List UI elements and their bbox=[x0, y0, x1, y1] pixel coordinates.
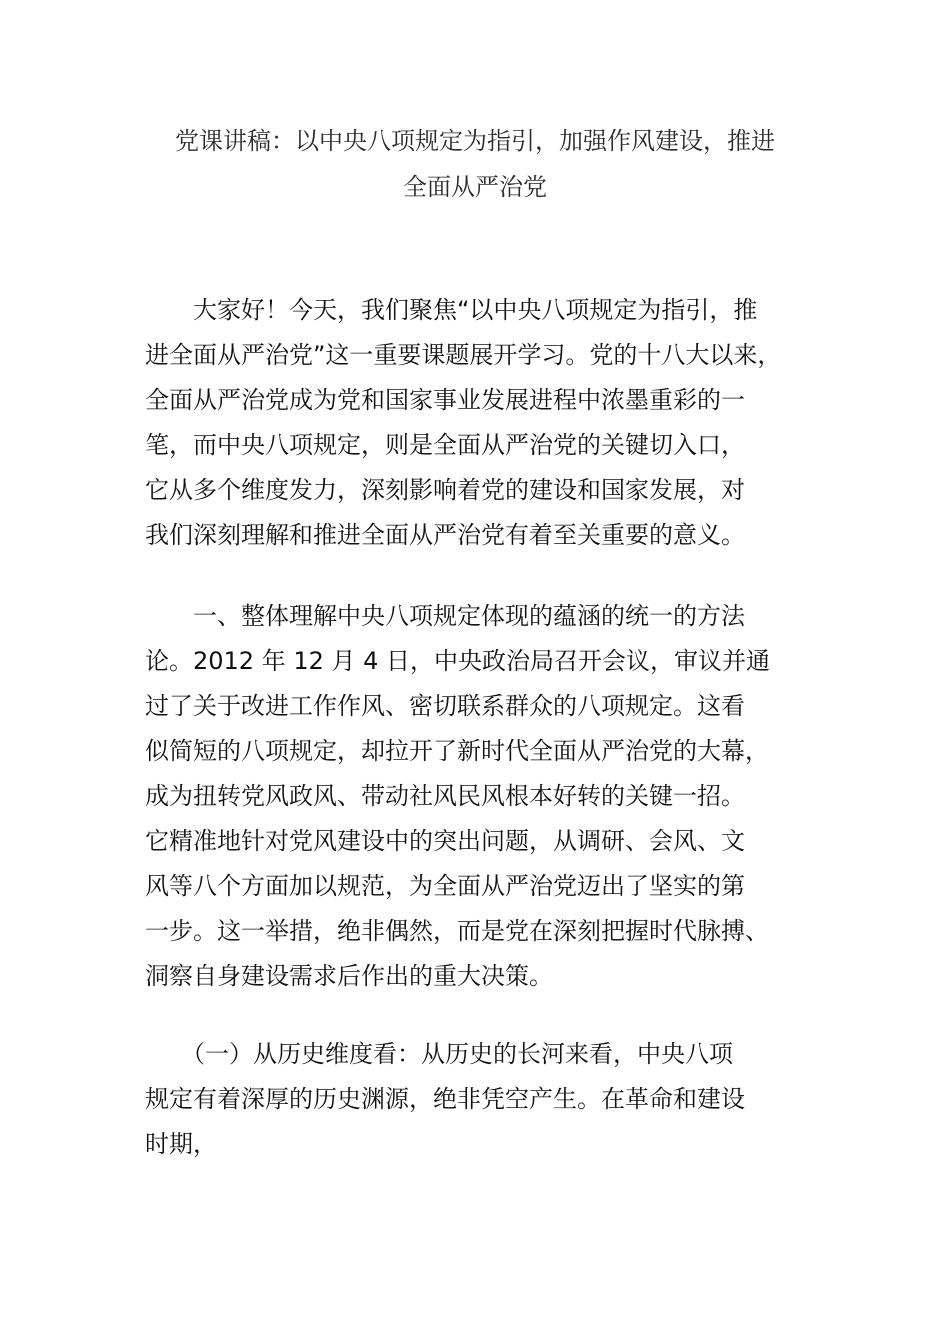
text-line: 全面从严治党成为党和国家事业发展进程中浓墨重彩的一 bbox=[145, 386, 745, 414]
text-line: 笔，而中央八项规定，则是全面从严治党的关键切入口， bbox=[145, 431, 745, 459]
document-title bbox=[130, 118, 820, 210]
text-line: 洞察自身建设需求后作出的重大决策。 bbox=[145, 962, 553, 990]
text-line: 论。2012 年 12 月 4 日，中央政治局召开会议，审议并通 bbox=[145, 647, 771, 675]
paragraph-subsection-one bbox=[145, 1032, 825, 1167]
paragraph-intro bbox=[145, 288, 825, 558]
text-line: 一、整体理解中央八项规定体现的蕴涵的统一的方法 bbox=[145, 602, 745, 630]
text-line: （一）从历史维度看：从历史的长河来看，中央八项 bbox=[145, 1040, 733, 1068]
text-line: 似简短的八项规定，却拉开了新时代全面从严治党的大幕， bbox=[145, 737, 769, 765]
title-line: 全面从严治党 bbox=[403, 173, 547, 201]
text-line: 时期， bbox=[145, 1130, 217, 1158]
paragraph-section-one bbox=[145, 594, 825, 999]
text-line: 一步。这一举措，绝非偶然，而是党在深刻把握时代脉搏、 bbox=[145, 917, 769, 945]
text-line: 过了关于改进工作作风、密切联系群众的八项规定。这看 bbox=[145, 692, 745, 720]
text-line: 风等八个方面加以规范，为全面从严治党迈出了坚实的第 bbox=[145, 872, 745, 900]
text-line: 它精准地针对党风建设中的突出问题，从调研、会风、文 bbox=[145, 827, 745, 855]
text-line: 成为扭转党风政风、带动社风民风根本好转的关键一招。 bbox=[145, 782, 745, 810]
text-line: 大家好！今天，我们聚焦“以中央八项规定为指引，推 bbox=[145, 296, 758, 324]
text-line: 进全面从严治党”这一重要课题展开学习。党的十八大以来， bbox=[145, 341, 782, 369]
text-line: 它从多个维度发力，深刻影响着党的建设和国家发展，对 bbox=[145, 476, 745, 504]
text-line: 我们深刻理解和推进全面从严治党有着至关重要的意义。 bbox=[145, 521, 745, 549]
title-line: 党课讲稿：以中央八项规定为指引，加强作风建设，推进 bbox=[175, 127, 775, 155]
text-line: 规定有着深厚的历史渊源，绝非凭空产生。在革命和建设 bbox=[145, 1085, 745, 1113]
